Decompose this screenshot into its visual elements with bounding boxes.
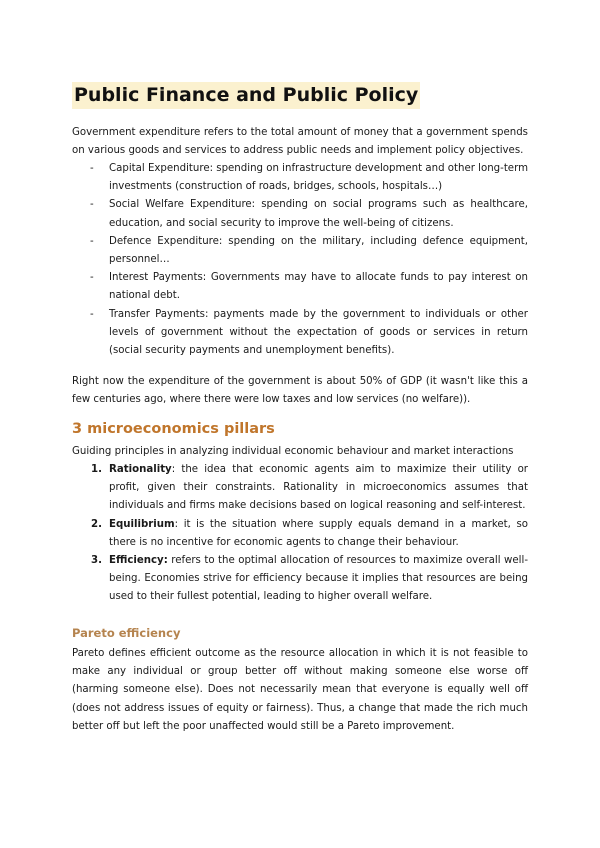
title-block — [72, 82, 420, 109]
dash-bullet: - — [90, 163, 94, 174]
list-item — [72, 552, 528, 607]
list-item — [72, 160, 528, 196]
pillar-term: Equilibrium — [109, 518, 175, 530]
list-item — [72, 306, 528, 361]
expenditure-note: Right now the expenditure of the government is about 50% of GDP (it wasn't like this a few centuries ago, where there were low taxes and low services (no welfare)). — [72, 376, 528, 406]
pillars-heading: 3 microeconomics pillars — [72, 421, 275, 437]
intro-paragraph: Government expenditure refers to the total amount of money that a government spends on various goods and services to address public needs and implement policy objectives. — [72, 127, 528, 157]
dash-bullet: - — [90, 308, 94, 320]
list-item-text: Transfer Payments: payments made by the government to individuals or other levels of government without the expectation of goods or services in return (social security payments and unemployment benefits). — [109, 308, 528, 357]
pillar-text: : it is the situation where supply equals demand in a market, so there is no incentive for economic agents to change their behaviour. — [109, 518, 528, 548]
pillar-term: Rationality — [109, 464, 172, 475]
pillar-text: refers to the optimal allocation of resources to maximize overall well-being. Economies strive for efficiency because it implies that resources are being used to their fullest potential, leading to higher overall welfare. — [109, 555, 528, 603]
list-item-text: Defence Expenditure: spending on the military, including defence equipment, personnel… — [109, 235, 528, 266]
list-item — [72, 461, 528, 516]
expenditure-list — [72, 160, 528, 360]
list-item — [72, 516, 528, 552]
pillars-list — [72, 461, 528, 607]
list-item — [72, 269, 528, 305]
list-item-text: Capital Expenditure: spending on infrastructure development and other long-term investments (construction of roads, bridges, schools, hospitals…) — [109, 163, 529, 193]
dash-bullet: - — [90, 272, 94, 284]
dash-bullet: - — [90, 235, 94, 247]
list-number: 1. — [91, 464, 102, 475]
page-title: Public Finance and Public Policy — [72, 82, 420, 109]
pareto-paragraph: Pareto defines efficient outcome as the resource allocation in which it is not feasible to make any individual or group better off without making someone else worse off (harming someone else). Does not necessarily mean that everyone is equally well off (does not address issues of equity or fairness). Thus, a change that made the rich much better off but left the poor unaffected would still be a Pareto improvement. — [72, 648, 528, 732]
list-item-text: Interest Payments: Governments may have to allocate funds to pay interest on national debt. — [109, 272, 528, 302]
list-item — [72, 233, 528, 269]
pillar-term: Efficiency: — [109, 555, 168, 567]
pillars-intro: Guiding principles in analyzing individual economic behaviour and market interactions — [72, 446, 514, 457]
list-item-text: Social Welfare Expenditure: spending on social programs such as healthcare, education, and social security to improve the well-being of citizens. — [109, 199, 528, 229]
list-number: 2. — [91, 518, 102, 530]
dash-bullet: - — [90, 199, 94, 211]
pareto-heading: Pareto efficiency — [72, 626, 181, 640]
list-item — [72, 196, 528, 232]
list-number: 3. — [91, 555, 102, 567]
pillar-text: : the idea that economic agents aim to maximize their utility or profit, given their constraints. Rationality in microeconomics assumes that individuals and firms make decisions based on logical reasoning and self-interest. — [109, 464, 528, 512]
